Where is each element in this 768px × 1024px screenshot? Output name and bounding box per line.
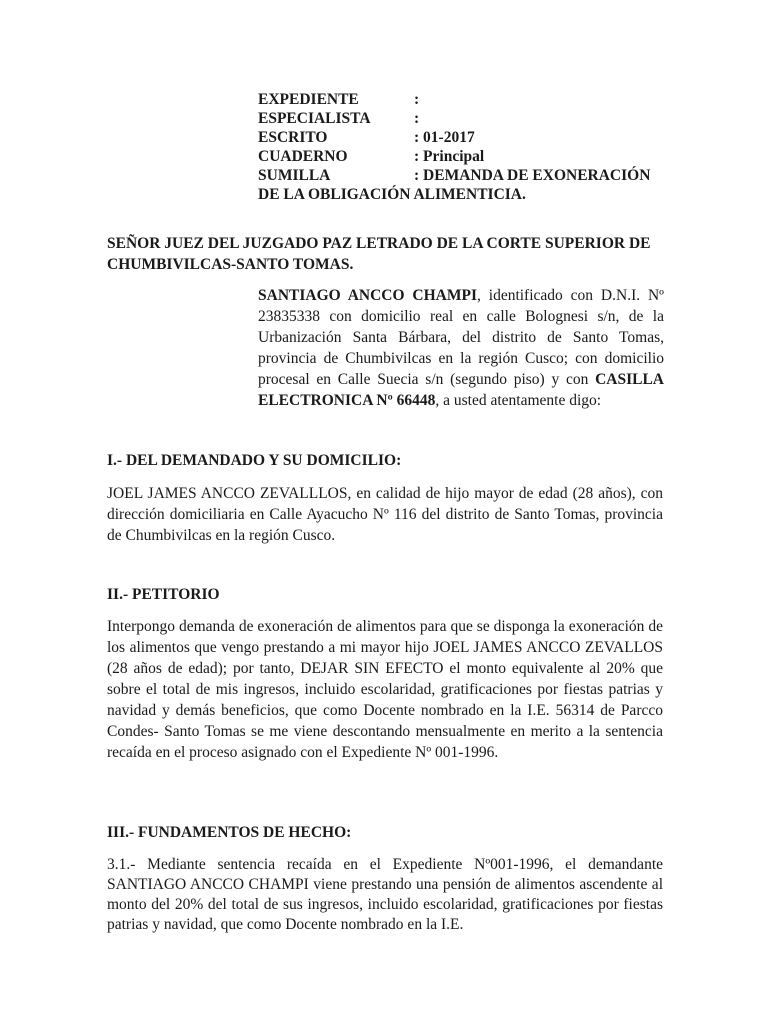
header-label: ESCRITO <box>258 129 328 146</box>
casilla-electronica: CASILLA ELECTRONICA Nº 66448 <box>258 371 664 409</box>
intro-closing: , a usted atentamente digo: <box>435 392 602 409</box>
section-body-demandado: JOEL JAMES ANCCO ZEVALLLOS, en calidad de hijo mayor de edad (28 años), con dirección domiciliaria en Calle Ayacucho Nº 116 del distrito de Santo Tomas, provincia de Chumbivilcas en la región Cusco. <box>107 485 663 544</box>
addressee: SEÑOR JUEZ DEL JUZGADO PAZ LETRADO DE LA CORTE SUPERIOR DE CHUMBIVILCAS-SANTO TOMAS. <box>107 235 651 273</box>
section-body-petitorio: Interpongo demanda de exoneración de alimentos para que se disponga la exoneración de los alimentos que vengo prestando a mi mayor hijo JOEL JAMES ANCCO ZEVALLOS (28 años de edad); por tanto, DEJAR SIN EFECTO el monto equivalente al 20% que sobre el total de mis ingresos, incluido escolaridad, gratificaciones por fiestas patrias y navidad y demás beneficios, que como Docente nombrado en la I.E. 56314 de Parcco Condes- Santo Tomas se me viene descontando mensualmente en merito a la sentencia recaída en el proceso asignado con el Expediente Nº 001-1996. <box>107 618 663 761</box>
plaintiff-details: , identificado con D.N.I. Nº 23835338 con domicilio real en calle Bolognesi s/n, de la Urbanización Santa Bárbara, del distrito de Santo Tomas, provincia de Chumbivilcas en la región Cusco; con domicilio procesal en Calle Suecia s/n (segundo piso) y con <box>258 287 664 388</box>
header-separator: : <box>414 167 420 184</box>
header-row-cuaderno <box>258 147 668 166</box>
header-label: ESPECIALISTA <box>258 110 371 127</box>
header-separator: : <box>414 91 420 108</box>
section-heading-fundamentos: III.- FUNDAMENTOS DE HECHO: <box>107 824 352 841</box>
section-body-fundamentos: 3.1.- Mediante sentencia recaída en el Expediente Nº001-1996, el demandante SANTIAGO ANCCO CHAMPI viene prestando una pensión de alimentos ascendente al monto del 20% del total de sus ingresos, incluido escolaridad, gratificaciones por fiestas patrias y navidad, que como Docente nombrado en la I.E. <box>107 856 663 933</box>
section-heading-petitorio: II.- PETITORIO <box>107 586 220 603</box>
header-separator: : <box>414 110 420 127</box>
sumilla-continuation: DE LA OBLIGACIÓN ALIMENTICIA. <box>258 186 526 203</box>
plaintiff-intro <box>258 285 664 411</box>
header-label: SUMILLA <box>258 167 331 184</box>
header-row-especialista <box>258 109 668 128</box>
case-header <box>258 90 668 204</box>
plaintiff-name: SANTIAGO ANCCO CHAMPI <box>258 287 477 304</box>
header-label: CUADERNO <box>258 148 348 165</box>
header-row-sumilla <box>258 166 668 185</box>
header-value: DEMANDA DE EXONERACIÓN <box>419 167 651 184</box>
header-value: Principal <box>419 148 485 165</box>
header-label: EXPEDIENTE <box>258 91 359 108</box>
header-value: 01-2017 <box>419 129 475 146</box>
section-heading-demandado: I.- DEL DEMANDADO Y SU DOMICILIO: <box>107 452 402 469</box>
header-separator: : <box>414 148 420 165</box>
header-row-expediente <box>258 90 668 109</box>
header-separator: : <box>414 129 420 146</box>
header-row-escrito <box>258 128 668 147</box>
